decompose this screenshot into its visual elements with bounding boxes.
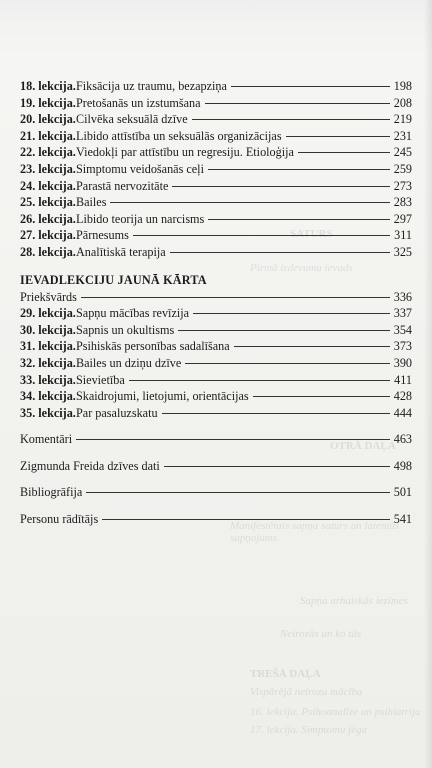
leader-line	[162, 413, 390, 414]
toc-row	[20, 144, 412, 161]
spacer	[20, 501, 412, 511]
bleed-through-text: OTRĀ DAĻA	[330, 440, 396, 452]
page-number: 354	[393, 322, 412, 337]
toc-lectures-top	[20, 78, 412, 261]
back-matter-title: Komentāri	[20, 432, 73, 447]
page-number: 231	[393, 128, 412, 143]
leader-line	[192, 119, 390, 120]
spacer	[20, 448, 412, 458]
lecture-title: Libido attīstība un seksuālās organizācijas	[76, 128, 282, 143]
lecture-title: Simptomu veidošanās ceļi	[76, 161, 204, 176]
section-heading: IEVADLEKCIJU JAUNĀ KĀRTA	[20, 272, 207, 287]
bleed-through-text: TREŠĀ DAĻA	[250, 668, 321, 680]
lecture-number: 21. lekcija.	[20, 128, 76, 143]
leader-line	[298, 152, 390, 153]
lecture-title: Sapnis un okultisms	[76, 322, 175, 337]
toc-row	[20, 161, 412, 178]
toc-row	[20, 194, 412, 211]
lecture-number: 25. lekcija.	[20, 195, 76, 210]
page-number: 336	[393, 289, 412, 304]
page-edge-shadow	[424, 0, 432, 768]
toc-row-comments	[20, 431, 412, 448]
page-number: 428	[393, 389, 412, 404]
page-number: 311	[394, 228, 412, 243]
leader-line	[178, 330, 390, 331]
lecture-number: 33. lekcija.	[20, 372, 76, 387]
toc-row	[20, 338, 412, 355]
toc-row	[20, 244, 412, 261]
lecture-title: Pārnesums	[76, 228, 129, 243]
page-number: 208	[393, 95, 412, 110]
foreword-title: Priekšvārds	[20, 289, 77, 304]
lecture-number: 20. lekcija.	[20, 112, 76, 127]
toc-row	[20, 78, 412, 95]
bleed-through-text: Manifestētais sapņa saturs un latentās sapņojums	[230, 520, 400, 544]
lecture-title: Libido teorija un narcisms	[76, 211, 205, 226]
leader-line	[129, 380, 390, 381]
leader-line	[185, 363, 389, 364]
lecture-number: 29. lekcija.	[20, 306, 76, 321]
toc-row-life-data	[20, 458, 412, 475]
table-of-contents	[20, 78, 412, 528]
leader-line	[231, 86, 390, 87]
lecture-number: 34. lekcija.	[20, 389, 76, 404]
lecture-title: Fiksācija uz traumu, bezapziņa	[76, 79, 227, 93]
bleed-through-text: 16. lekcija. Psihoanalīze un psihiatrija	[250, 706, 421, 718]
page-number: 259	[393, 161, 412, 176]
lecture-title: Par pasaluzskatu	[76, 405, 158, 420]
toc-row-person-index	[20, 511, 412, 528]
page-number: 283	[393, 195, 412, 210]
toc-row	[20, 322, 412, 339]
lecture-number: 19. lekcija.	[20, 95, 76, 110]
page-number: 198	[393, 79, 412, 93]
page-number: 373	[393, 339, 412, 354]
page-number: 273	[393, 178, 412, 193]
leader-line	[170, 252, 390, 253]
page-number: 337	[393, 306, 412, 321]
lecture-title: Parastā nervozitāte	[76, 178, 169, 193]
bleed-through-text: 17. lekcija. Simptomu jēga	[250, 724, 368, 736]
toc-row	[20, 95, 412, 112]
toc-row	[20, 405, 412, 422]
lecture-title: Skaidrojumi, lietojumi, orientācijas	[76, 389, 249, 404]
leader-line	[205, 103, 390, 104]
bleed-through-text: Sapņa arhaiskās iezīmes	[300, 595, 408, 607]
bleed-through-text: Pirmā izdevuma ievads	[250, 262, 353, 274]
leader-line	[234, 346, 390, 347]
toc-row	[20, 305, 412, 322]
leader-line	[208, 219, 389, 220]
page-number: 444	[393, 405, 412, 420]
page-number: 390	[393, 355, 412, 370]
lecture-number: 32. lekcija.	[20, 355, 76, 370]
lecture-number: 28. lekcija.	[20, 244, 76, 259]
page-number: 219	[393, 112, 412, 127]
page-number: 541	[393, 512, 412, 527]
back-matter-title: Zigmunda Freida dzīves dati	[20, 458, 160, 473]
leader-line	[110, 202, 389, 203]
toc-row-bibliography	[20, 484, 412, 501]
toc-lectures-new	[20, 305, 412, 421]
lecture-title: Analītiskā terapija	[76, 244, 166, 259]
lecture-number: 26. lekcija.	[20, 211, 76, 226]
lecture-number: 22. lekcija.	[20, 145, 76, 160]
lecture-title: Cilvēka seksuālā dzīve	[76, 112, 188, 127]
toc-row	[20, 211, 412, 228]
leader-line	[172, 186, 389, 187]
page-top-shade	[0, 0, 432, 58]
lecture-number: 27. lekcija.	[20, 228, 76, 243]
leader-line	[208, 169, 390, 170]
lecture-number: 18. lekcija.	[20, 79, 76, 93]
spacer	[20, 421, 412, 431]
lecture-title: Sievietība	[76, 372, 125, 387]
page-number: 498	[393, 458, 412, 473]
leader-line	[133, 235, 390, 236]
bleed-through-text: Vispārējā neirozu mācība	[250, 686, 363, 698]
leader-line	[193, 313, 390, 314]
page-number: 297	[393, 211, 412, 226]
toc-row	[20, 178, 412, 195]
lecture-title: Bailes un dziņu dzīve	[76, 355, 182, 370]
bleed-through-text: SATURS	[290, 228, 333, 240]
leader-line	[253, 396, 390, 397]
leader-line	[286, 136, 390, 137]
toc-row	[20, 111, 412, 128]
leader-line	[164, 466, 390, 467]
bleed-through-text: Neirozās un ko tās	[280, 628, 362, 640]
lecture-number: 35. lekcija.	[20, 405, 76, 420]
toc-row	[20, 355, 412, 372]
lecture-number: 30. lekcija.	[20, 322, 76, 337]
toc-row-foreword	[20, 289, 412, 306]
back-matter-title: Bibliogrāfija	[20, 485, 83, 500]
lecture-title: Pretošanās un izstumšana	[76, 95, 201, 110]
toc-row	[20, 227, 412, 244]
leader-line	[81, 297, 390, 298]
toc-row	[20, 128, 412, 145]
page-number: 411	[394, 372, 412, 387]
page-number: 325	[393, 244, 412, 259]
toc-row	[20, 372, 412, 389]
toc-row	[20, 388, 412, 405]
lecture-title: Bailes	[76, 195, 107, 210]
lecture-number: 31. lekcija.	[20, 339, 76, 354]
leader-line	[86, 492, 389, 493]
lecture-number: 24. lekcija.	[20, 178, 76, 193]
page-number: 463	[393, 432, 412, 447]
lecture-number: 23. lekcija.	[20, 161, 76, 176]
back-matter-title: Personu rādītājs	[20, 512, 99, 527]
spacer	[20, 474, 412, 484]
lecture-title: Psihiskās personības sadalīšana	[76, 339, 230, 354]
page-number: 501	[393, 485, 412, 500]
lecture-title: Viedokļi par attīstību un regresiju. Etioloģija	[76, 145, 294, 160]
leader-line	[102, 519, 390, 520]
page-number: 245	[393, 145, 412, 160]
leader-line	[76, 439, 390, 440]
lecture-title: Sapņu mācības revīzija	[76, 306, 190, 321]
